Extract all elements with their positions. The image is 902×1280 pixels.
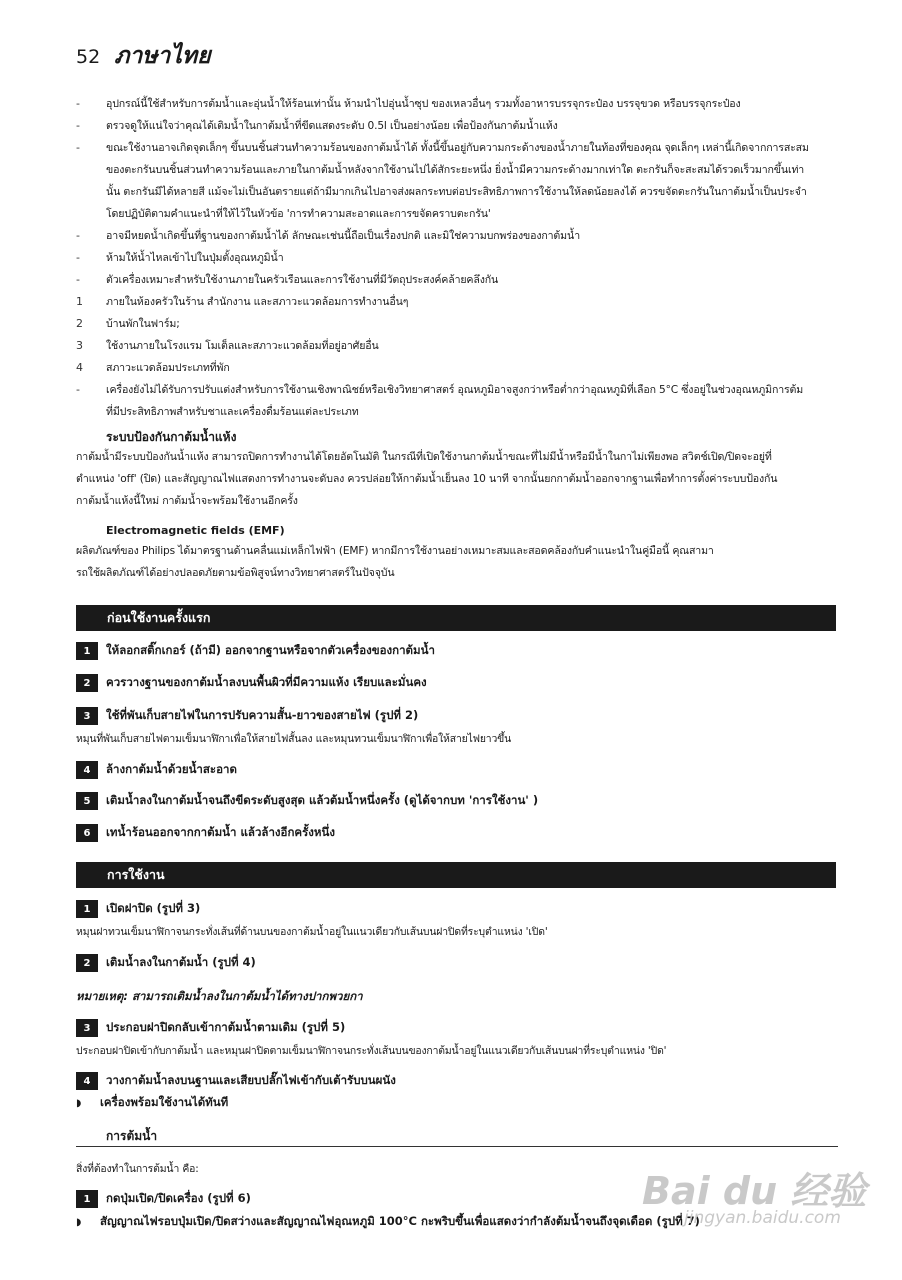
step-text: ล้างกาต้มน้ำด้วยน้ำสะอาด — [106, 762, 237, 776]
emf-text: รถใช้ผลิตภัณฑ์ได้อย่างปลอดภัยตามข้อพิสูจน์ทางวิทยาศาสตร์ในปัจจุบัน — [76, 567, 395, 579]
list-item: ใช้งานภายในโรงแรม โมเต็ลและสภาวะแวดล้อมที่อยู่อาศัยอื่น — [106, 340, 379, 352]
step-number: 2 — [76, 674, 98, 692]
step-number: 3 — [76, 707, 98, 725]
step-item — [76, 898, 200, 920]
step-text: เปิดฝาปิด (รูปที่ 3) — [106, 901, 201, 915]
dryboil-heading: ระบบป้องกันกาต้มน้ำแห้ง — [106, 430, 237, 444]
list-marker: - — [76, 119, 80, 132]
section-using: การใช้งาน — [76, 862, 836, 888]
step-text: ให้ลอกสติ๊กเกอร์ (ถ้ามี) ออกจากฐานหรือจากตัวเครื่องของกาต้มน้ำ — [106, 643, 435, 657]
step-item — [76, 672, 427, 694]
step-text: ประกอบฝาปิดกลับเข้ากาต้มน้ำตามเดิม (รูปที่ 5) — [106, 1020, 346, 1034]
result-marker-icon: ◗ — [76, 1216, 82, 1228]
list-item: อุปกรณ์นี้ใช้สำหรับการต้มน้ำและอุ่นน้ำให้ร้อนเท่านั้น ห้ามนำไปอุ่นน้ำซุป ของเหลวอื่นๆ รวมทั้งอาหารบรรจุกระป๋อง บรรจุขวด หรือบรรจุกระป๋อง — [106, 98, 741, 110]
list-marker: 1 — [76, 295, 83, 308]
dryboil-text: กาต้มน้ำแห้งนี้ใหม่ กาต้มน้ำจะพร้อมใช้งานอีกครั้ง — [76, 495, 298, 507]
step-item — [76, 1070, 396, 1092]
list-marker: 2 — [76, 317, 83, 330]
step-description: ประกอบฝาปิดเข้ากับกาต้มน้ำ และหมุนฝาปิดตามเข็มนาฬิกาจนกระทั่งเส้นบนของกาต้มน้ำอยู่ในแนวเดียวกับเส้นบนฝาที่ระบุตำแหน่ง 'ปิด' — [76, 1045, 667, 1057]
emf-text: ผลิตภัณฑ์ของ Philips ได้มาตรฐานด้านคลื่นแม่เหล็กไฟฟ้า (EMF) หากมีการใช้งานอย่างเหมาะสมและสอดคล้องกับคำแนะนำในคู่มือนี้ คุณสามา — [76, 545, 714, 557]
step-number: 1 — [76, 900, 98, 918]
section-before-first-use: ก่อนใช้งานครั้งแรก — [76, 605, 836, 631]
watermark-logo-text: Bai du 经验 — [642, 1169, 867, 1213]
step-item — [76, 759, 237, 781]
step-item — [76, 640, 435, 662]
list-marker: - — [76, 273, 80, 286]
list-marker: - — [76, 229, 80, 242]
dryboil-text: กาต้มน้ำมีระบบป้องกันน้ำแห้ง สามารถปิดการทำงานได้โดยอัตโนมัติ ในกรณีที่เปิดใช้งานกาต้มน้ำขณะที่ไม่มีน้ำหรือมีน้ำในกาไม่เพียงพอ สวิตช์เปิด/ปิดจะอยู่ที่ — [76, 451, 772, 463]
list-item: สภาวะแวดล้อมประเภทที่พัก — [106, 362, 230, 374]
page-header — [76, 38, 211, 74]
step-description: หมุนฝาทวนเข็มนาฬิกาจนกระทั่งเส้นที่ด้านบนของกาต้มน้ำอยู่ในแนวเดียวกับเส้นบนฝาปิดที่ระบุตำแหน่ง 'เปิด' — [76, 926, 548, 938]
step-number: 4 — [76, 1072, 98, 1090]
list-item: อาจมีหยดน้ำเกิดขึ้นที่ฐานของกาต้มน้ำได้ ลักษณะเช่นนี้ถือเป็นเรื่องปกติ และมิใช่ความบกพร่องของกาต้มน้ำ — [106, 230, 581, 242]
list-marker: 3 — [76, 339, 83, 352]
result-item — [76, 1213, 700, 1231]
list-item-continued: นั้น ตะกรันมีได้หลายสี แม้จะไม่เป็นอันตรายแต่ถ้ามีมากเกินไปอาจส่งผลกระทบต่อประสิทธิภาพการใช้งานให้ลดน้อยลงได้ ควรขจัดตะกรันในกาต้มน้ำเป็นประจำ — [106, 186, 807, 198]
page-number: 52 — [76, 46, 101, 68]
step-number: 2 — [76, 954, 98, 972]
step-number: 1 — [76, 1190, 98, 1208]
step-item — [76, 705, 418, 727]
step-text: กดปุ่มเปิด/ปิดเครื่อง (รูปที่ 6) — [106, 1191, 251, 1205]
step-number: 5 — [76, 792, 98, 810]
step-text: เทน้ำร้อนออกจากกาต้มน้ำ แล้วล้างอีกครั้งหนึ่ง — [106, 825, 335, 839]
list-item: ห้ามให้น้ำไหลเข้าไปในปุ่มตั้งอุณหภูมิน้ำ — [106, 252, 284, 264]
step-item — [76, 822, 335, 844]
list-marker: - — [76, 251, 80, 264]
step-text: เติมน้ำลงในกาต้มน้ำจนถึงขีดระดับสูงสุด แล้วต้มน้ำหนึ่งครั้ง (ดูได้จากบท 'การใช้งาน' ) — [106, 793, 539, 807]
list-item: ขณะใช้งานอาจเกิดจุดเล็กๆ ขึ้นบนชิ้นส่วนทำความร้อนของกาต้มน้ำได้ ทั้งนี้ขึ้นอยู่กับความกระด้างของน้ำภายในท้องที่ของคุณ จุดเล็กๆ เหล่านี้เกิดจากการสะสม — [106, 142, 809, 154]
list-item: ตัวเครื่องเหมาะสำหรับใช้งานภายในครัวเรือนและการใช้งานที่มีวัตถุประสงค์คล้ายคลึงกัน — [106, 274, 499, 286]
boiling-heading: การต้มน้ำ — [106, 1129, 158, 1143]
step-description: หมุนที่พันเก็บสายไฟตามเข็มนาฬิกาเพื่อให้สายไฟสั้นลง และหมุนทวนเข็มนาฬิกาเพื่อให้สายไฟยาวขึ้น — [76, 733, 512, 745]
emf-heading: Electromagnetic fields (EMF) — [106, 524, 285, 537]
list-item: ภายในห้องครัวในร้าน สำนักงาน และสภาวะแวดล้อมการทำงานอื่นๆ — [106, 296, 409, 308]
dryboil-text: ตำแหน่ง 'off' (ปิด) และสัญญาณไฟแสดงการทำงานจะดับลง ควรปล่อยให้กาต้มน้ำเย็นลง 10 นาที จากนั้นยกกาต้มน้ำออกจากฐานเพื่อทำการตั้งค่าระบบป้องกัน — [76, 473, 778, 485]
result-marker-icon: ◗ — [76, 1097, 82, 1109]
result-item — [76, 1094, 228, 1112]
list-item-continued: โดยปฏิบัติตามคำแนะนำที่ให้ไว้ในหัวข้อ 'การทำความสะอาดและการขจัดคราบตะกรัน' — [106, 208, 491, 220]
step-number: 4 — [76, 761, 98, 779]
step-number: 1 — [76, 642, 98, 660]
list-item-continued: ของตะกรันบนชิ้นส่วนทำความร้อนและภายในกาต้มน้ำหลังจากใช้งานไปได้สักระยะหนึ่ง ยิ่งน้ำมีความกระด้างมากเท่าใด ตะกรันก็จะสะสมได้รวดเร็วมากขึ้นเท่า — [106, 164, 805, 176]
step-number: 6 — [76, 824, 98, 842]
step-item — [76, 1188, 251, 1210]
step-text: วางกาต้มน้ำลงบนฐานและเสียบปลั๊กไฟเข้ากับเต้ารับบนผนัง — [106, 1073, 396, 1087]
list-item-continued: ที่มีประสิทธิภาพสำหรับชาและเครื่องดื่มร้อนแต่ละประเภท — [106, 406, 359, 418]
boiling-intro: สิ่งที่ต้องทำในการต้มน้ำ คือ: — [76, 1163, 199, 1175]
list-marker: - — [76, 383, 80, 396]
list-item: เครื่องยังไม่ได้รับการปรับแต่งสำหรับการใช้งานเชิงพาณิชย์หรือเชิงวิทยาศาสตร์ อุณหภูมิอาจสูงกว่าหรือต่ำกว่าอุณหภูมิที่เลือก 5°C ซึ่งอยู่ในช่วงอุณหภูมิการต้ม — [106, 384, 804, 396]
step-text: ควรวางฐานของกาต้มน้ำลงบนพื้นผิวที่มีความแห้ง เรียบและมั่นคง — [106, 675, 427, 689]
list-marker: - — [76, 141, 80, 154]
list-item: ตรวจดูให้แน่ใจว่าคุณได้เติมน้ำในกาต้มน้ำที่ขีดแสดงระดับ 0.5l เป็นอย่างน้อย เพื่อป้องกันกาต้มน้ำแห้ง — [106, 120, 558, 132]
baidu-watermark — [642, 1160, 872, 1240]
list-item: บ้านพักในฟาร์ม; — [106, 318, 180, 330]
step-item — [76, 952, 256, 974]
list-marker: 4 — [76, 361, 83, 374]
result-text: เครื่องพร้อมใช้งานได้ทันที — [100, 1095, 229, 1109]
step-text: ใช้ที่พันเก็บสายไฟในการปรับความสั้น-ยาวของสายไฟ (รูปที่ 2) — [106, 708, 419, 722]
step-item — [76, 790, 538, 812]
watermark-url: jingyan.baidu.com — [684, 1208, 841, 1228]
result-text: สัญญาณไฟรอบปุ่มเปิด/ปิดสว่างและสัญญาณไฟอุณหภูมิ 100°C กะพริบขึ้นเพื่อแสดงว่ากำลังต้มน้ำจนถึงจุดเดือด (รูปที่ 7) — [100, 1214, 700, 1228]
step-text: เติมน้ำลงในกาต้มน้ำ (รูปที่ 4) — [106, 955, 256, 969]
list-marker: - — [76, 97, 80, 110]
section-divider — [76, 1146, 838, 1147]
step-number: 3 — [76, 1019, 98, 1037]
language-title: ภาษาไทย — [114, 43, 211, 69]
note-text: หมายเหตุ: สามารถเติมน้ำลงในกาต้มน้ำได้ทางปากพวยกา — [76, 989, 363, 1003]
step-item — [76, 1017, 345, 1039]
